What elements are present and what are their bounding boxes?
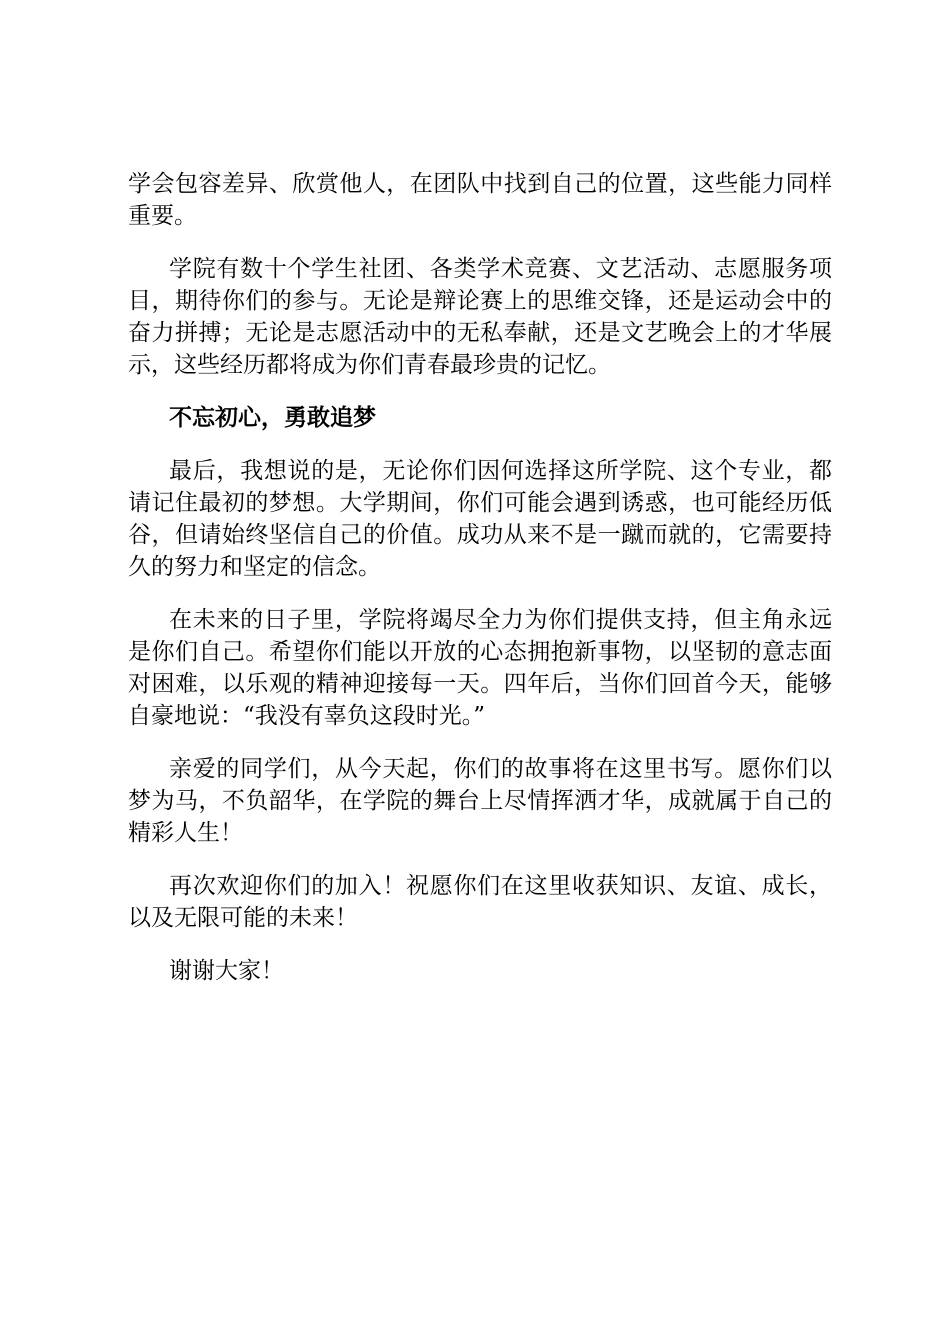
paragraph-activities: 学院有数十个学生社团、各类学术竞赛、文艺活动、志愿服务项目，期待你们的参与。无论是辩论赛上的思维交锋，还是运动会中的奋力拼搏；无论是志愿活动中的无私奉献，还是文艺晚会上的才华展示，这些经历都将成为你们青春最珍贵的记忆。 xyxy=(128,256,832,378)
paragraph-welcome: 再次欢迎你们的加入！祝愿你们在这里收获知识、友谊、成长，以及无限可能的未来！ xyxy=(128,873,832,931)
paragraph-future: 在未来的日子里，学院将竭尽全力为你们提供支持，但主角永远是你们自己。希望你们能以开放的心态拥抱新事物，以坚韧的意志面对困难，以乐观的精神迎接每一天。四年后，当你们回首今天，能够自豪地说：“我没有辜负这段时光。” xyxy=(128,607,832,729)
paragraph-thanks: 谢谢大家！ xyxy=(169,958,284,984)
section-heading: 不忘初心，勇敢追梦 xyxy=(169,405,376,431)
paragraph-dreams: 最后，我想说的是，无论你们因何选择这所学院、这个专业，都请记住最初的梦想。大学期间，你们可能会遇到诱惑，也可能经历低谷，但请始终坚信自己的价值。成功从来不是一蹴而就的，它需要持久的努力和坚定的信念。 xyxy=(128,458,832,580)
document-page xyxy=(128,168,832,1008)
paragraph-students: 亲爱的同学们，从今天起，你们的故事将在这里书写。愿你们以梦为马，不负韶华，在学院的舞台上尽情挥洒才华，成就属于自己的精彩人生！ xyxy=(128,756,832,846)
paragraph-continuation: 学会包容差异、欣赏他人，在团队中找到自己的位置，这些能力同样重要。 xyxy=(128,171,832,229)
